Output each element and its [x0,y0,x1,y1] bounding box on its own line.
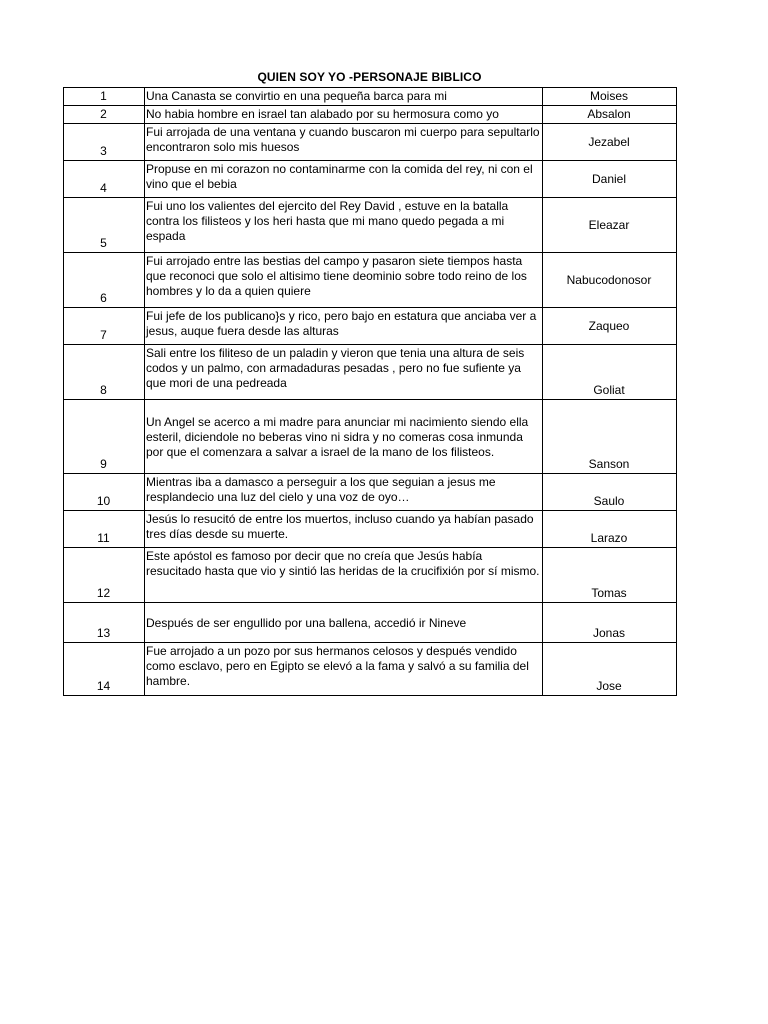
table-row [64,474,677,511]
row-number: 6 [64,253,145,308]
worksheet-title: QUIEN SOY YO -PERSONAJE BIBLICO [257,70,482,84]
table-row [64,400,677,474]
row-character-name: Absalon [543,106,677,124]
row-character-name: Eleazar [543,198,677,253]
table-row [64,198,677,253]
row-description: Después de ser engullido por una ballena, accedió ir Nineve [145,603,543,643]
row-character-name: Daniel [543,161,677,198]
row-description: Fui arrojado entre las bestias del campo y pasaron siete tiempos hasta que reconoci que solo el altisimo tiene deominio sobre todo reino de los hombres y lo da a quien quiere [145,253,543,308]
table-row [64,548,677,603]
table-row [64,308,677,345]
row-number: 12 [64,548,145,603]
row-number: 10 [64,474,145,511]
row-number: 8 [64,345,145,400]
table-row [64,603,677,643]
row-character-name: Jezabel [543,124,677,161]
row-description: Jesús lo resucitó de entre los muertos, incluso cuando ya habían pasado tres días desde su muerte. [145,511,543,548]
row-description: Este apóstol es famoso por decir que no creía que Jesús había resucitado hasta que vio y sintió las heridas de la crucifixión por sí mismo. [145,548,543,603]
row-description: Un Angel se acerco a mi madre para anunciar mi nacimiento siendo ella esteril, diciendole no beberas vino ni sidra y no comeras cosa inmunda por que el comenzara a salvar a israel de la mano de los filisteos. [145,400,543,474]
row-description: Propuse en mi corazon no contaminarme con la comida del rey, ni con el vino que el bebia [145,161,543,198]
row-number: 13 [64,603,145,643]
table-row [64,253,677,308]
row-description: No habia hombre en israel tan alabado por su hermosura como yo [145,106,543,124]
row-number: 11 [64,511,145,548]
table-row [64,106,677,124]
table-row [64,511,677,548]
table-row [64,88,677,106]
row-character-name: Jose [543,643,677,696]
row-number: 4 [64,161,145,198]
row-number: 3 [64,124,145,161]
row-description: Una Canasta se convirtio en una pequeña barca para mi [145,88,543,106]
row-number: 2 [64,106,145,124]
row-number: 1 [64,88,145,106]
row-number: 7 [64,308,145,345]
table-row [64,345,677,400]
row-description: Fui jefe de los publicano}s y rico, pero bajo en estatura que anciaba ver a jesus, auque fuera desde las alturas [145,308,543,345]
row-character-name: Goliat [543,345,677,400]
row-description: Mientras iba a damasco a perseguir a los que seguian a jesus me resplandecio una luz del cielo y una voz de oyo… [145,474,543,511]
row-character-name: Moises [543,88,677,106]
row-description: Fui arrojada de una ventana y cuando buscaron mi cuerpo para sepultarlo encontraron solo mis huesos [145,124,543,161]
row-character-name: Saulo [543,474,677,511]
row-character-name: Sanson [543,400,677,474]
characters-table [63,87,677,696]
row-character-name: Zaqueo [543,308,677,345]
row-number: 5 [64,198,145,253]
table-row [64,161,677,198]
row-number: 14 [64,643,145,696]
row-character-name: Larazo [543,511,677,548]
row-character-name: Jonas [543,603,677,643]
row-character-name: Nabucodonosor [543,253,677,308]
row-number: 9 [64,400,145,474]
row-description: Fue arrojado a un pozo por sus hermanos celosos y después vendido como esclavo, pero en Egipto se elevó a la fama y salvó a su familia del hambre. [145,643,543,696]
row-description: Sali entre los filiteso de un paladin y vieron que tenia una altura de seis codos y un palmo, con armadaduras pesadas , pero no fue sufiente ya que mori de una pedreada [145,345,543,400]
worksheet [63,70,676,696]
row-character-name: Tomas [543,548,677,603]
table-row [64,124,677,161]
row-description: Fui uno los valientes del ejercito del Rey David , estuve en la batalla contra los filisteos y los heri hasta que mi mano quedo pegada a mi espada [145,198,543,253]
table-row [64,643,677,696]
